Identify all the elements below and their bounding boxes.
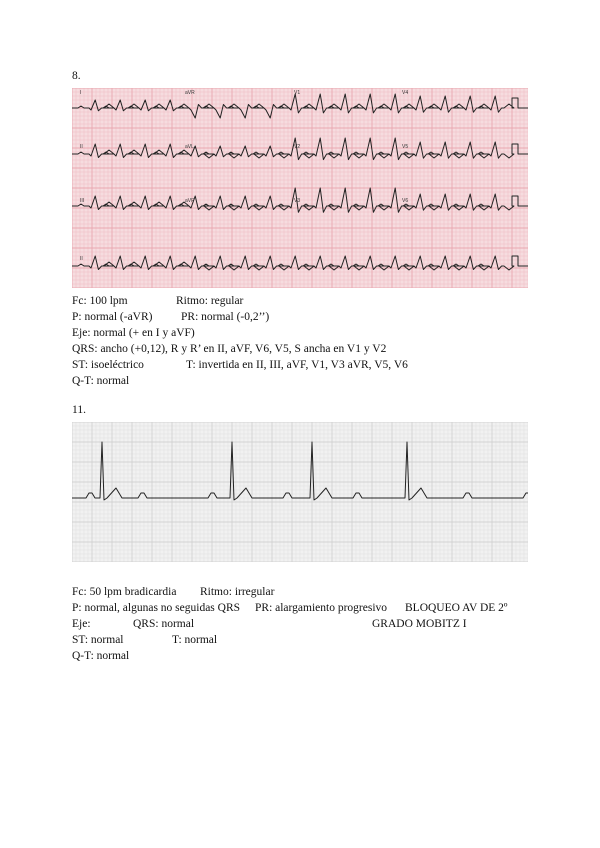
case8-t: T: invertida en II, III, aVF, V1, V3 aVR, V5, V6: [186, 359, 408, 371]
case11-diagnosis-line2: GRADO MOBITZ I: [372, 618, 467, 630]
case11-qrs: QRS: normal: [133, 618, 195, 630]
case8-eje: Eje: normal (+ en I y aVF): [72, 327, 195, 339]
case8-pr: PR: normal (-0,2’’): [181, 311, 270, 323]
ecg-lead-label: III: [80, 198, 85, 204]
ecg-lead-label: V2: [294, 144, 301, 150]
case11-p: P: normal, algunas no seguidas QRS: [72, 602, 241, 614]
ecg-lead-label: II: [80, 144, 83, 150]
ecg-rhythm-strip-image: [72, 422, 528, 562]
case11-diagnosis-line1: BLOQUEO AV DE 2º: [405, 602, 508, 614]
case8-st: ST: isoeléctrico: [72, 359, 144, 371]
case8-p: P: normal (-aVR): [72, 311, 153, 323]
ecg-lead-label: aVL: [185, 144, 194, 150]
case8-fc: Fc: 100 lpm: [72, 295, 128, 307]
ecg-lead-label: II: [80, 256, 83, 262]
ecg-lead-label: I: [80, 90, 82, 96]
case-8-number: 8.: [72, 70, 81, 82]
ecg-lead-label: aVR: [185, 90, 195, 96]
ecg-lead-label: V6: [402, 198, 409, 204]
ecg-12-lead-image: [72, 88, 528, 288]
case11-st: ST: normal: [72, 634, 124, 646]
case11-fc: Fc: 50 lpm bradicardia: [72, 586, 177, 598]
case8-ritmo: Ritmo: regular: [176, 295, 244, 307]
case8-qt: Q-T: normal: [72, 375, 130, 387]
ecg-lead-label: V5: [402, 144, 409, 150]
ecg-lead-label: V3: [294, 198, 301, 204]
ecg-lead-label: V1: [294, 90, 301, 96]
case11-eje: Eje:: [72, 618, 91, 630]
ecg-lead-label: V4: [402, 90, 409, 96]
case11-ritmo: Ritmo: irregular: [200, 586, 275, 598]
case11-qt: Q-T: normal: [72, 650, 130, 662]
case11-pr: PR: alargamiento progresivo: [255, 602, 388, 614]
case11-t: T: normal: [172, 634, 218, 646]
case-11-number: 11.: [72, 404, 86, 416]
case8-qrs: QRS: ancho (+0,12), R y R’ en II, aVF, V6, V5, S ancha en V1 y V2: [72, 343, 387, 355]
ecg-lead-label: aVF: [185, 198, 195, 204]
